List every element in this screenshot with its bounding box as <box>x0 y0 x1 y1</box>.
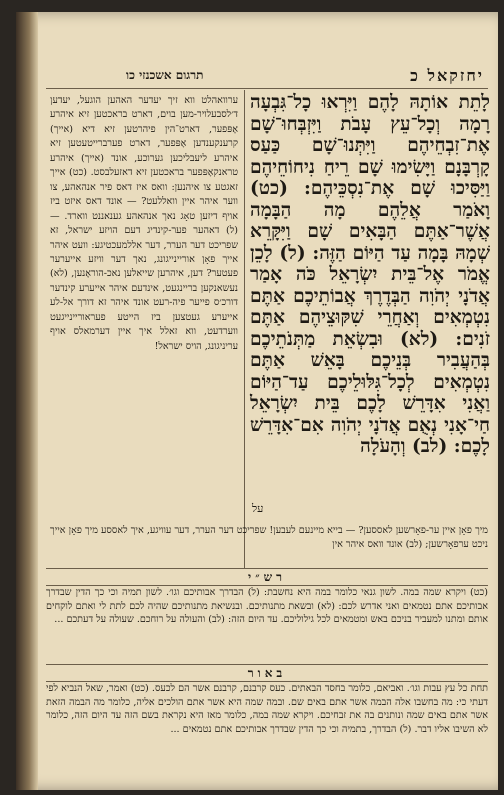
yiddish-column-title: תרגום אשכנזי כו <box>126 68 204 82</box>
column-divider <box>244 90 245 568</box>
rashi-heading: רש״י <box>46 568 488 586</box>
book-page <box>16 12 498 790</box>
biur-heading: באור <box>46 664 488 682</box>
rashi-commentary <box>46 586 488 662</box>
yiddish-translation-column <box>50 94 238 354</box>
translation-footnote <box>50 524 488 552</box>
page-header <box>46 66 488 89</box>
book-spine <box>16 12 38 790</box>
hebrew-text-column <box>250 92 490 458</box>
hebrew-column-title: יחזקאל כ <box>410 66 484 85</box>
rashi-text: (כט) ויקרא שמה במה. לשון גנאי כלומר במה היא נחשבת: (ל) הבדרך אבותיכם וגו׳. לשון תמיה וכי כך הדין שבדרך אבותיכם אתם נטמאים ואני אדרש לכם: (לא) ובשאת מתנותיכם. ובנשיאת מתנותיכם שהיה לכם לתת לי ואתם לוקחים אותם ומתנו למעביר בניכם באש ומטמאים לכל גילוליכם. עד היום הזה: (לב) והעולה על רוחכם. שעולה על דעתכם ... <box>46 587 488 626</box>
biur-text: תחת כל עץ עבות וגו׳. ואביאם, כלומר בחסד הבאתים. כעס קרבנם, קרבנם אשר הם לכעס. (כט) ואמר, שאל הנביא לפי דעתי כי: מה בחשבו אלה הבמה אשר אתם באים שם. ובמה שמה היא אשר אתם הולכים אליה, כלומר מה הבמה הזאת אשר אתם באים שמה ונותנים בה את זבחיכם. ויקרא שמה במה, כלומר מאז היא נקראת בשם הזה עד היום הזה, כלומר לא השיבו אליו דבר. (ל) הבדרך, בתמיה וכי כך הדין שבדרך אבותיכם אתם נטמאים ... <box>46 683 488 735</box>
catchword: על <box>252 502 264 515</box>
hebrew-paragraph: לָתֵת אוֹתָהּ לָהֶם וַיִּרְאוּ כָל־גִּבְעָה רָמָה וְכָל־עֵץ עָבֹת וַיִּזְבְּחוּ־שָׁם אֶת־זִבְחֵיהֶם וַיִּתְּנוּ־שָׁם כַּעַס קָרְבָּנָם וַיָּשִׂימוּ שָׁם רֵיחַ נִיחוֹחֵיהֶם וַיַּסִּיכוּ שָׁם אֶת־נִסְכֵּיהֶם: (כט) וָאֹמַר אֲלֵהֶם מָה הַבָּמָה אֲשֶׁר־אַתֶּם הַבָּאִים שָׁם וַיִּקָּרֵא שְׁמָהּ בָּמָה עַד הַיּוֹם הַזֶּה: (ל) לָכֵן אֱמֹר אֶל־בֵּית יִשְׂרָאֵל כֹּה אָמַר אֲדֹנָי יְהֹוִה הַבְּדֶרֶךְ אֲבוֹתֵיכֶם אַתֶּם נִטְמְאִים וְאַחֲרֵי שִׁקּוּצֵיהֶם אַתֶּם זֹנִים: (לא) וּבִשְׂאֵת מַתְּנֹתֵיכֶם בְּהַעֲבִיר בְּנֵיכֶם בָּאֵשׁ אַתֶּם נִטְמְאִים לְכָל־גִּלּוּלֵיכֶם עַד־הַיּוֹם וַאֲנִי אִדָּרֵשׁ לָכֶם בֵּית יִשְׂרָאֵל חַי־אָנִי נְאֻם אֲדֹנָי יְהֹוִה אִם־אִדָּרֵשׁ לָכֶם: (לב) וְהָעֹלָה <box>250 92 490 457</box>
yiddish-paragraph: ערוואהלט ווא זיך יעדער האהען הוגעל, יעדען ד׳לסבעלויר-מען בוים, דארט בראכטען זיא איהרע אָפּפער, דארט־הין פיהרטען זיא דיא (אייך) קרענקענדען אָפּפער, דארט פערברייטעטען זיא איהרע ליעבליכען גערוכע, אונד (אייך) איהרע טראנקאָפּפער בראכטען זיא דאזעלבסט. (כט) אייך זאגטע צו איהנען: וואס איז דאס פיר אנהאהע, צו ווער איהר איין וואללעט? — אונד דאס איזט ביז אויף דיזען טאָג נאך אנהאהע גענאננט ווארד. — (ל) דאהער פער-קינדיג דעם הויזע ישראל, זא שפריכט דער הערר, דער אללמעכטיגע: וועט איהר אייך פאָן אוריינייגונג, נאך דער וויזע אייערער פעטער? דען, איהרען שייאלען נאכ-הוראֶנען, (לא) נעשאנקען בריינגעט, אינדעם איהר אייערע קינדער דורכ׳ס פייער פיה-רעט אונד איהר זא דורך אל-לע אייערע געטצען ביז הייטע פעראוריינייגעט ווערדעט, ווא זאלל איך איין דערמאלס אויף עריניגונג, הויס ישראל! <box>50 95 238 352</box>
biur-commentary <box>46 682 488 770</box>
footnote-text: מיך פאָן איין ער-פאָרשען לאססען? — בייא מיינעם לעבען! שפריכט דער הערר, דער עוויגע, איך לאססע מיך פאָן אייך ניכט ערפאָרשען; (לב) אונד וואס איהר אין <box>50 525 488 550</box>
